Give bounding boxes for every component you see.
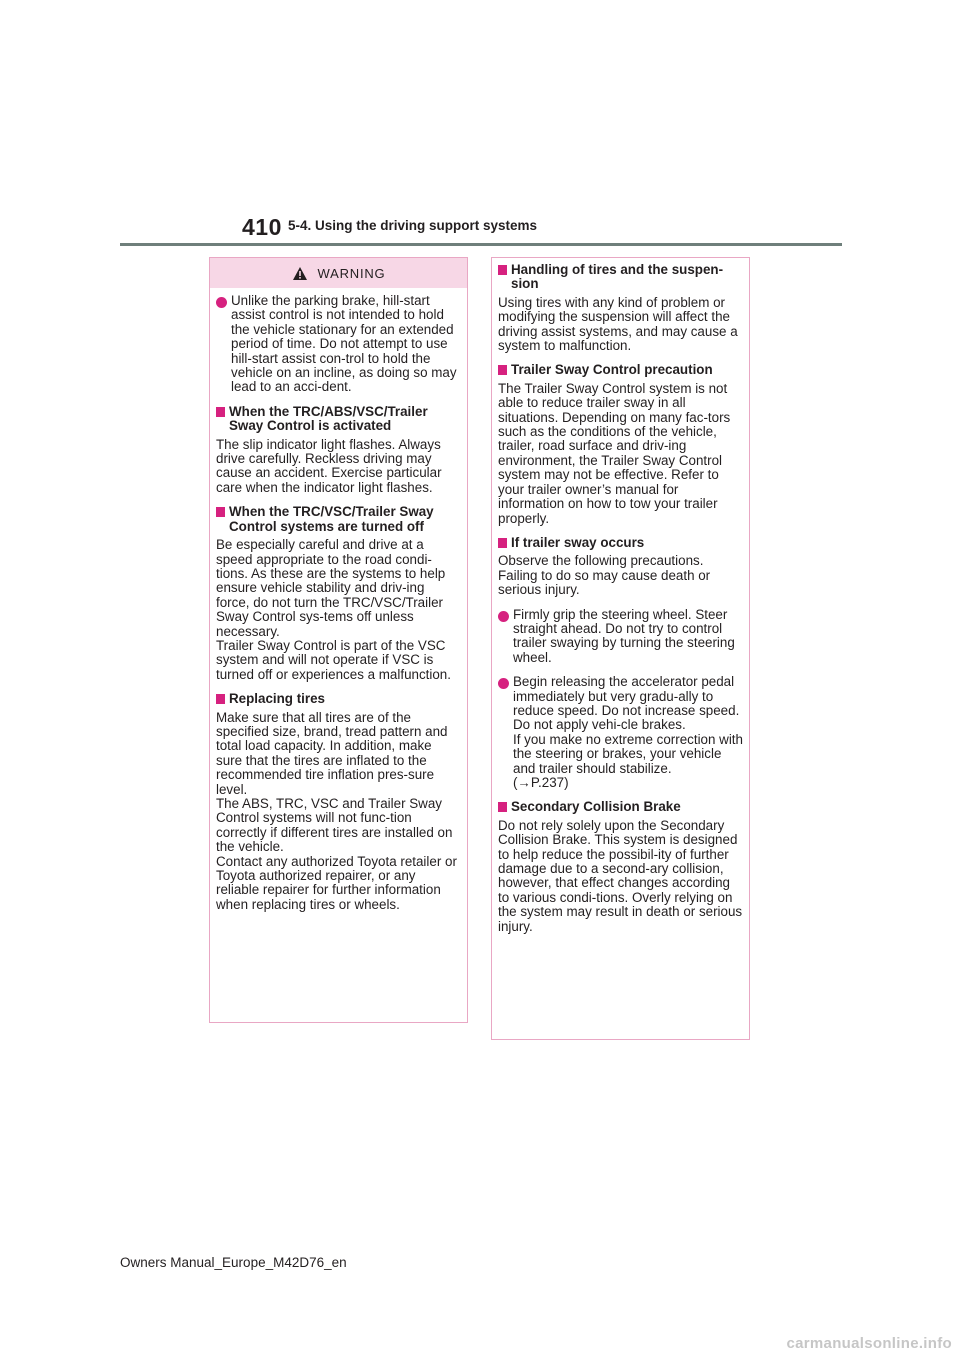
header-divider <box>120 243 842 246</box>
square-bullet-icon <box>216 507 225 517</box>
subheading <box>216 692 461 706</box>
subheading-text: Replacing tires <box>229 691 325 707</box>
subheading <box>498 363 743 377</box>
paragraph-line: Make sure that all tires are of the specified size, brand, tread pattern and total load capacity. In addition, make sure that the tires are inflated to the recommended tire inflation pres-sure level. <box>216 709 448 797</box>
subheading <box>498 536 743 550</box>
paragraph: The Trailer Sway Control system is not able to reduce trailer sway in all situations. Depending on many fac-tors such as the conditions of the vehicle, trailer, road surface and driv-ing environment, the Trailer Sway Control system may not be effective. Refer to your trailer owner’s manual for information on how to tow your trailer properly. <box>498 380 731 526</box>
warning-body-left <box>210 288 467 912</box>
bullet-dot-icon <box>498 611 509 622</box>
list-item <box>216 294 461 395</box>
square-bullet-icon <box>498 265 507 275</box>
warning-title: WARNING <box>317 265 386 281</box>
square-bullet-icon <box>216 694 225 704</box>
subheading-text: Handling of tires and the suspen-sion <box>511 262 724 292</box>
watermark: carmanualsonline.info <box>786 1335 952 1352</box>
paragraph-line: Contact any authorized Toyota retailer or Toyota authorized repairer, or any reliable repairer for further information when replacing tires or wheels. <box>216 853 457 912</box>
subheading <box>216 505 461 534</box>
paragraph <box>216 538 461 682</box>
footer-text: Owners Manual_Europe_M42D76_en <box>120 1255 347 1270</box>
square-bullet-icon <box>216 407 225 417</box>
page-reference-link[interactable]: (→P.237) <box>513 775 569 790</box>
subheading <box>498 263 743 292</box>
bullet-dot-icon <box>498 678 509 689</box>
subheading-text: Trailer Sway Control precaution <box>511 362 713 378</box>
warning-triangle-icon <box>292 266 308 281</box>
square-bullet-icon <box>498 802 507 812</box>
paragraph <box>216 711 461 913</box>
warning-box-left <box>209 257 468 1023</box>
square-bullet-icon <box>498 365 507 375</box>
warning-body-right <box>492 258 749 934</box>
subheading-text: When the TRC/VSC/Trailer Sway Control systems are turned off <box>229 504 434 534</box>
paragraph-line: Be especially careful and drive at a speed appropriate to the road condi-tions. As these are the systems to help ensure vehicle stability and driv-ing force, do not turn the TRC/VSC/Trailer Sway Control sys-tems off unless necessary. <box>216 537 446 639</box>
square-bullet-icon <box>498 538 507 548</box>
bullet-text: If you make no extreme correction with the steering or brakes, your vehicle and trailer should stabilize. <box>513 731 743 776</box>
subheading-text: When the TRC/ABS/VSC/Trailer Sway Control is activated <box>229 403 428 434</box>
bullet-text: Begin releasing the accelerator pedal immediately but very gradu-ally to reduce speed. Do not increase speed. Do not apply vehi-cle brakes. <box>513 674 740 733</box>
subheading-text: If trailer sway occurs <box>511 534 645 550</box>
warning-header <box>210 258 467 288</box>
list-item <box>498 675 743 790</box>
paragraph: Do not rely solely upon the Secondary Collision Brake. This system is designed to help reduce the possibil-ity of further damage due to a second-ary collision, however, that effect changes according to various condi-tions. Overly relying on the system may result in death or serious injury. <box>498 817 743 934</box>
paragraph-line: Trailer Sway Control is part of the VSC system and will not operate if VSC is turned off or experiences a malfunction. <box>216 637 451 682</box>
bullet-text: Unlike the parking brake, hill-start assist control is not intended to hold the vehicle stationary for an extended period of time. Do not attempt to use hill-start assist con-trol to hold the vehicle on an incline, as doing so may lead to an acci-dent. <box>231 293 457 395</box>
paragraph: The slip indicator light flashes. Always drive carefully. Reckless driving may cause an accident. Exercise particular care when the indicator light flashes. <box>216 436 442 495</box>
paragraph-line: The ABS, TRC, VSC and Trailer Sway Control systems will not func-tion correctly if different tires are installed on the vehicle. <box>216 796 453 855</box>
section-title: 5-4. Using the driving support systems <box>288 218 538 233</box>
paragraph: Observe the following precautions. Failing to do so may cause death or serious injury. <box>498 553 711 598</box>
page-number: 410 <box>242 214 282 240</box>
list-item <box>498 608 743 666</box>
paragraph: Using tires with any kind of problem or modifying the suspension will affect the driving assist systems, and may cause a system to malfunction. <box>498 294 738 354</box>
warning-box-right <box>491 257 750 1040</box>
subheading <box>216 405 461 434</box>
subheading <box>498 800 743 814</box>
bullet-text: Firmly grip the steering wheel. Steer straight ahead. Do not try to control trailer swaying by turning the steering wheel. <box>513 606 735 665</box>
subheading-text: Secondary Collision Brake <box>511 799 681 815</box>
bullet-dot-icon <box>216 297 227 308</box>
